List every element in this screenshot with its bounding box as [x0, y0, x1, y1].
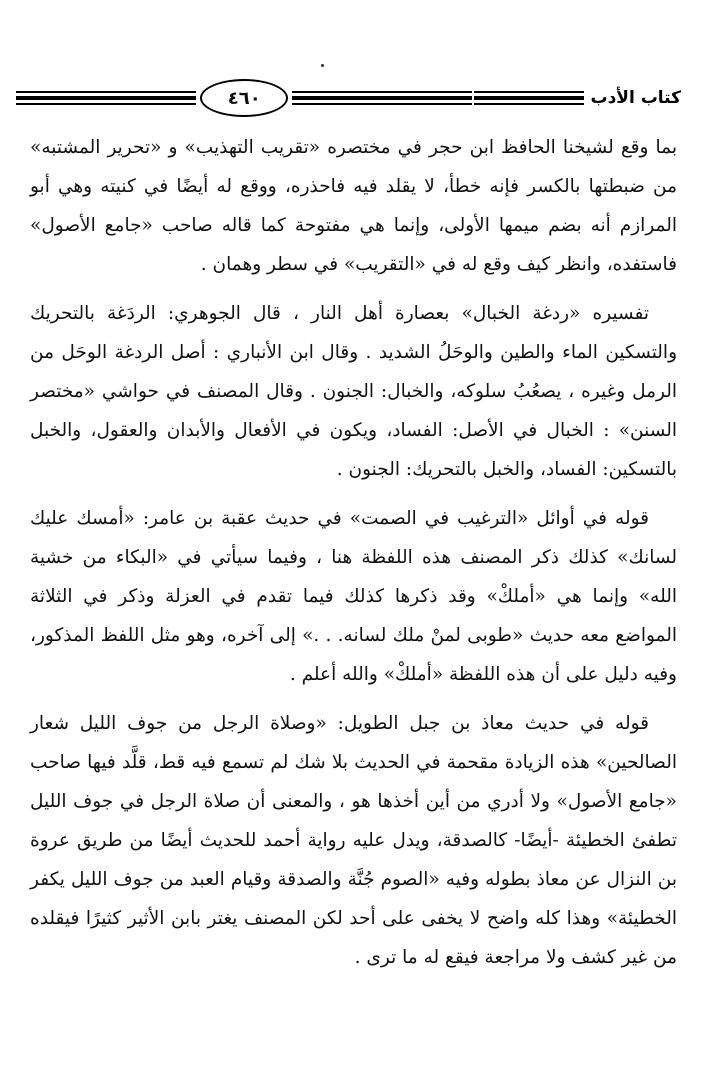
page-number: ٤٦٠ — [227, 87, 261, 109]
page-header — [16, 78, 681, 118]
paragraph-1: بما وقع لشيخنا الحافظ ابن حجر في مختصره «تقريب التهذيب» و «تحرير المشتبه» من ضبطتها بالكسر فإنه خطأ، لا يقلد فيه فاحذره، ووقع له أيضًا في كنيته وهي أبو المرازم أنه بضم ميمها الأولى، وإنما هي مفتوحة كما قاله صاحب «جامع الأصول» فاستفده، وانظر كيف وقع له في «التقريب» في سطر وهمان . — [30, 137, 677, 275]
paragraph-3: قوله في أوائل «الترغيب في الصمت» في حديث عقبة بن عامر: «أمسك عليك لسانك» كذلك ذكر المصنف هذه اللفظة هنا ، وفيما سيأتي في «البكاء من خشية الله» وإنما هي «أملكْ» وقد ذكرها كذلك فيما تقدم في العزلة وذكر في الثلاثة المواضع معه حديث «طوبى لمنْ ملك لسانه. . .» إلى آخره، وهو مثل اللفظ المذكور، وفيه دليل على أن هذه اللفظة «أملكْ» والله أعلم . — [30, 508, 677, 685]
paragraph-2: تفسيره «ردغة الخبال» بعصارة أهل النار ، قال الجوهري: الردَغة بالتحريك والتسكين الماء والطين والوحَلُ الشديد . وقال ابن الأنباري : أصل الردغة الوحَل من الرمل وغيره ، يصعُبُ سلوكه، والخبال: الجنون . وقال المصنف في حواشي «مختصر السنن» : الخبال في الأصل: الفساد، ويكون في الأفعال والأبدان والعقول، والخبل بالتسكين: الفساد، والخبل بالتحريك: الجنون . — [30, 303, 677, 480]
page-number-oval — [200, 79, 288, 117]
header-rule-middle — [292, 91, 472, 105]
paragraph-4: قوله في حديث معاذ بن جبل الطويل: «وصلاة الرجل من جوف الليل شعار الصالحين» هذه الزيادة مقحمة في الحديث بلا شك لم تسمع فيه قط، قلَّد فيها صاحب «جامع الأصول» ولا أدري من أين أخذها هو ، والمعنى أن صلاة الرجل في جوف الليل تطفئ الخطيئة -أيضًا- كالصدقة، ويدل عليه رواية أحمد للحديث أيضًا من طريق عروة بن النزال عن معاذ بطوله وفيه «الصوم جُنَّة والصدقة وقيام العبد من جوف الليل يكفر الخطيئة» وهذا كله واضح لا يخفى على أحد لكن المصنف يغتر بابن الأثير كثيرًا فيقلده من غير كشف ولا مراجعة فيقع له ما ترى . — [30, 713, 677, 968]
header-rule-right — [474, 91, 584, 105]
page-body — [30, 128, 677, 987]
page-speck — [321, 64, 324, 67]
book-title: كتاب الأدب — [590, 88, 681, 108]
header-rule-left — [16, 91, 196, 105]
